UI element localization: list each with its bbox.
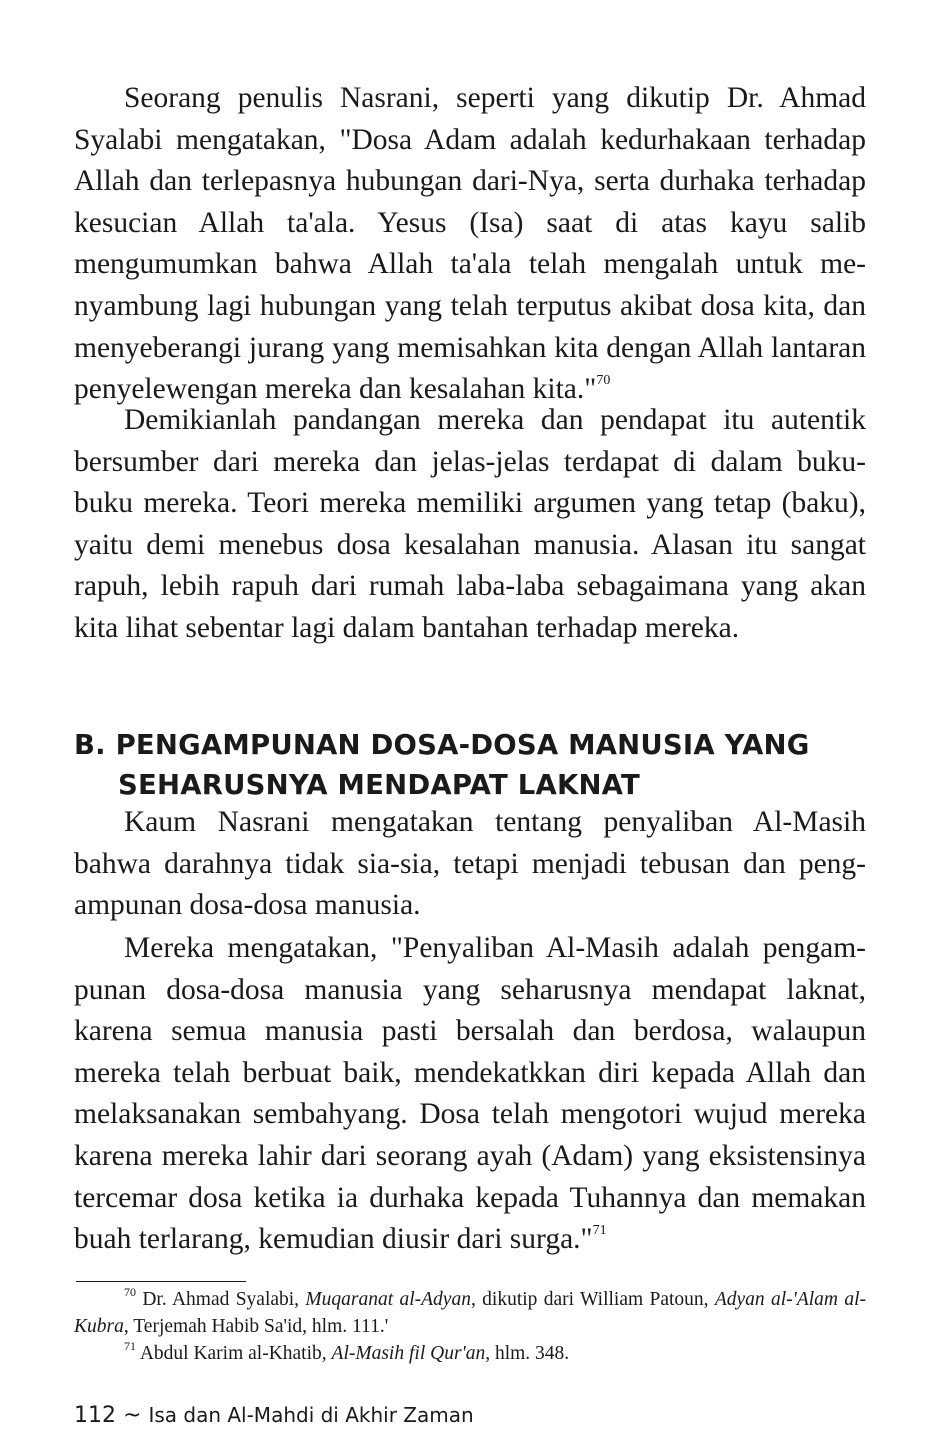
section-heading-line-1: B. PENGAMPUNAN DOSA-DOSA MANUSIA YANG [74, 729, 810, 761]
page-number: 112 [74, 1403, 116, 1428]
footnote-71-title: Al-Masih fil Qur'an [331, 1343, 486, 1364]
running-title: Isa dan Al-Mahdi di Akhir Zaman [148, 1403, 474, 1427]
section-heading [74, 725, 874, 805]
paragraph-2-text: Demikianlah pandangan mereka dan pendapat itu autentik bersumber dari mereka dan jelas-jelas terdapat di dalam buku-buku mereka. Teori mereka memiliki argumen yang tetap (baku), yaitu demi menebus dosa kesalahan manusia. Alasan itu sangat rapuh, lebih rapuh dari rumah laba-laba sebagaimana yang akan kita lihat sebentar lagi dalam bantahan terhadap mereka. [74, 404, 866, 644]
paragraph-3 [74, 802, 866, 927]
footnote-70-text-c: , Terjemah Habib Sa'id, hlm. 111.' [123, 1316, 389, 1337]
paragraph-2 [74, 400, 866, 650]
footnote-70-title-2: Adyan al-'Alam al-Kubra [74, 1289, 866, 1337]
paragraph-4 [74, 928, 866, 1261]
paragraph-1 [74, 78, 866, 411]
footnote-70-number: 70 [124, 1285, 136, 1299]
footnote-ref-70[interactable]: 70 [596, 373, 611, 389]
footnotes [74, 1286, 866, 1367]
footnote-70-text-a: Dr. Ahmad Syalabi, [142, 1289, 306, 1310]
footnote-71 [74, 1340, 866, 1367]
footnote-70 [74, 1286, 866, 1340]
paragraph-4-text: Mereka mengatakan, "Penyaliban Al-Masih adalah pengampunan dosa-dosa manusia yang seharusnya mendapat laknat, karena semua manusia pasti bersalah dan berdosa, walaupun mereka telah berbuat baik, mendekatkkan diri kepada Allah dan melaksanakan sembahyang. Dosa telah mengotori wujud mereka karena mereka lahir dari seorang ayah (Adam) yang eksistensinya tercemar dosa ketika ia durhaka kepada Tuhannya dan memakan buah terlarang, kemudian diusir dari surga." [74, 932, 866, 1256]
page-footer [74, 1400, 474, 1431]
paragraph-3-text: Kaum Nasrani mengatakan tentang penyaliban Al-Masih bahwa darahnya tidak sia-sia, tetapi menjadi tebusan dan pengampunan dosa-dosa manusia. [74, 806, 866, 922]
footnote-ref-71[interactable]: 71 [592, 1223, 607, 1239]
footnote-70-title-1: Muqaranat al-Adyan [305, 1289, 471, 1310]
paragraph-1-text: Seorang penulis Nasrani, seperti yang dikutip Dr. Ahmad Syalabi mengatakan, "Dosa Adam adalah kedurhakaan terhadap Allah dan terlepasnya hubungan dari-Nya, serta durhaka terhadap kesucian Allah ta'ala. Yesus (Isa) saat di atas kayu salib mengumumkan bahwa Allah ta'ala telah mengalah untuk menyambung lagi hubungan yang telah terputus akibat dosa kita, dan menyeberangi jurang yang memisahkan kita dengan Allah lantaran penyelewengan mereka dan kesalahan kita." [74, 82, 866, 406]
footnote-71-number: 71 [124, 1339, 136, 1353]
footnote-70-text-b: , dikutip dari William Patoun, [470, 1289, 715, 1310]
section-heading-line-2: SEHARUSNYA MENDAPAT LAKNAT [118, 769, 640, 801]
footnote-71-text-a: Abdul Karim al-Khatib, [139, 1343, 332, 1364]
footer-separator: ~ [123, 1403, 142, 1428]
footnote-71-text-b: , hlm. 348. [485, 1343, 570, 1364]
footnote-divider [76, 1281, 246, 1282]
